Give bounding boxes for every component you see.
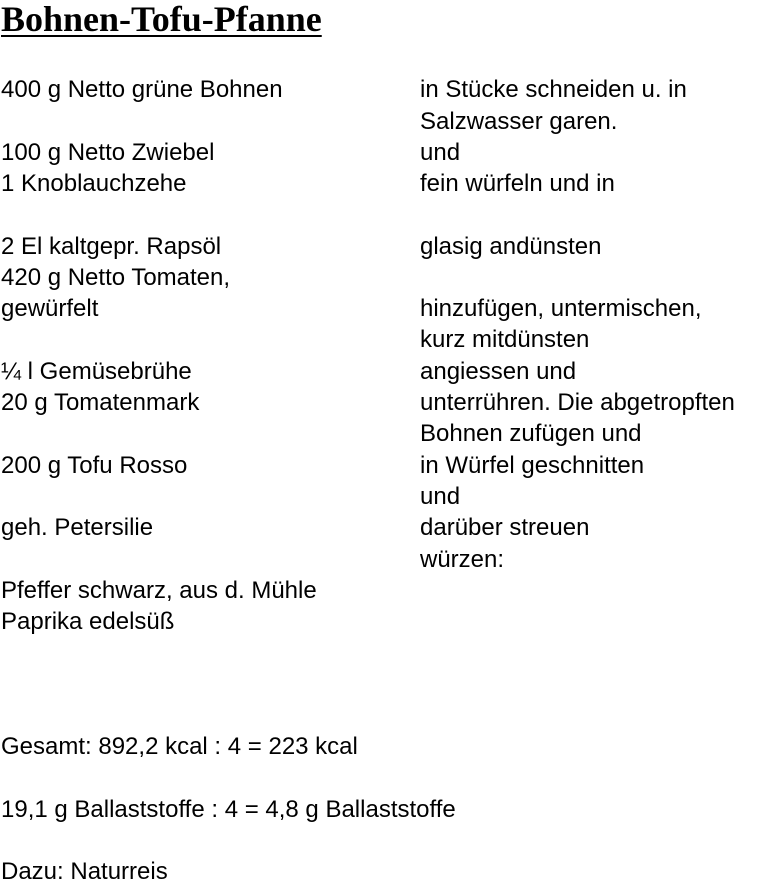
ingredient-line: ¼ l Gemüsebrühe: [1, 358, 192, 385]
ingredient-line: 2 El kaltgepr. Rapsöl: [1, 233, 222, 260]
instruction-line: kurz mitdünsten: [420, 326, 590, 353]
instruction-line: Salzwasser garen.: [420, 108, 618, 135]
ingredient-line: 400 g Netto grüne Bohnen: [1, 76, 283, 103]
ingredient-line: Paprika edelsüß: [1, 608, 175, 635]
fiber-summary: 19,1 g Ballaststoffe : 4 = 4,8 g Ballaststoffe: [1, 796, 456, 823]
ingredient-line: Pfeffer schwarz, aus d. Mühle: [1, 577, 317, 604]
ingredient-line: 200 g Tofu Rosso: [1, 452, 188, 479]
instruction-line: glasig andünsten: [420, 233, 602, 260]
recipe-title: Bohnen-Tofu-Pfanne: [1, 0, 322, 39]
instruction-line: in Stücke schneiden u. in: [420, 76, 687, 103]
ingredient-line: 100 g Netto Zwiebel: [1, 139, 215, 166]
instruction-line: darüber streuen: [420, 514, 590, 541]
ingredient-line: 1 Knoblauchzehe: [1, 170, 187, 197]
instruction-line: Bohnen zufügen und: [420, 420, 642, 447]
instruction-line: hinzufügen, untermischen,: [420, 295, 702, 322]
instruction-line: und: [420, 139, 461, 166]
ingredient-line: gewürfelt: [1, 295, 99, 322]
instruction-line: würzen:: [420, 546, 505, 573]
instruction-line: in Würfel geschnitten: [420, 452, 645, 479]
side-dish: Dazu: Naturreis: [1, 858, 168, 885]
calories-summary: Gesamt: 892,2 kcal : 4 = 223 kcal: [1, 733, 358, 760]
ingredient-line: 20 g Tomatenmark: [1, 389, 200, 416]
instruction-line: fein würfeln und in: [420, 170, 615, 197]
ingredient-line: geh. Petersilie: [1, 514, 154, 541]
ingredient-line: 420 g Netto Tomaten,: [1, 264, 231, 291]
instruction-line: und: [420, 483, 461, 510]
instruction-line: angiessen und: [420, 358, 577, 385]
instruction-line: unterrühren. Die abgetropften: [420, 389, 735, 416]
